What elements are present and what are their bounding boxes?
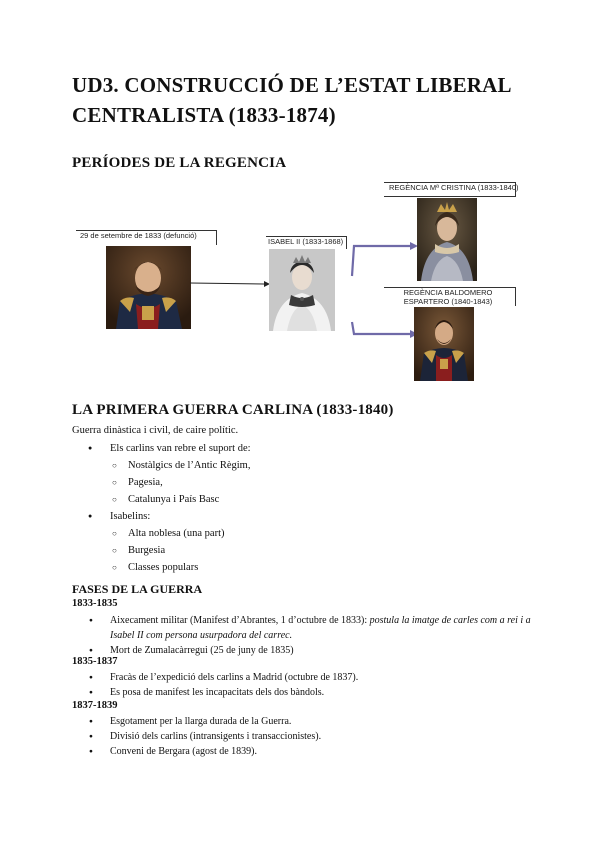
list-item <box>72 613 532 643</box>
espartero-label-text: REGÈNCIA BALDOMERO ESPARTERO (1840-1843) <box>403 288 493 306</box>
isabel-portrait <box>269 249 335 331</box>
phase-3-list <box>72 714 532 759</box>
list-item: ● Fracàs de l’expedició dels carlins a Madrid (octubre de 1837). <box>72 670 532 685</box>
carlins-sublist <box>72 457 532 508</box>
cristina-portrait <box>417 198 477 281</box>
document-title: UD3. CONSTRUCCIÓ DE L’ESTAT LIBERAL CENTRALISTA (1833-1874) <box>72 73 511 127</box>
isabelins-label: Isabelins: <box>110 511 151 522</box>
list-item: ○ Pagesia, <box>72 474 532 491</box>
list-item: ● Divisió dels carlins (intransigents i transaccionistes). <box>72 729 532 744</box>
list-item: ● Es posa de manifest les incapacitats dels dos bàndols. <box>72 685 532 700</box>
ferran-portrait <box>106 246 191 329</box>
list-item: ○ Classes populars <box>72 559 532 576</box>
list-item <box>72 508 532 576</box>
carlist-war-intro: Guerra dinàstica i civil, de caire polític. <box>72 425 239 436</box>
phase-1-years: 1833-1835 <box>72 598 118 609</box>
list-item: ○ Alta noblesa (una part) <box>72 525 532 542</box>
list-item: ● Mort de Zumalacàrregui (25 de juny de 1835) <box>72 643 532 658</box>
phase-2-years: 1835-1837 <box>72 656 118 667</box>
list-item: ● Esgotament per la llarga durada de la Guerra. <box>72 714 532 729</box>
supporters-list <box>72 440 532 576</box>
espartero-portrait <box>414 307 474 381</box>
isabel-label: ISABEL II (1833-1868) <box>268 237 344 246</box>
phase-2-list <box>72 670 532 700</box>
phases-heading: FASES DE LA GUERRA <box>72 582 203 596</box>
arrow-isabel-to-cristina <box>350 240 418 280</box>
carlist-war-heading: LA PRIMERA GUERRA CARLINA (1833-1840) <box>72 402 394 418</box>
regency-heading: PERÍODES DE LA REGENCIA <box>72 155 287 171</box>
carlins-label: Els carlins van rebre el suport de: <box>110 443 251 454</box>
list-item: ○ Burgesia <box>72 542 532 559</box>
arrow-isabel-to-espartero <box>350 318 418 342</box>
cristina-label-underline <box>384 196 515 197</box>
phase-3-years: 1837-1839 <box>72 700 118 711</box>
ferran-label: 29 de setembre de 1833 (defunció) <box>80 231 197 240</box>
list-item: ○ Nostàlgics de l’Antic Règim, <box>72 457 532 474</box>
espartero-label <box>388 288 508 306</box>
list-item: ○ Catalunya i País Basc <box>72 491 532 508</box>
arrow-ferran-to-isabel <box>190 278 270 290</box>
list-item <box>72 440 532 508</box>
phase-1-item-1-italic: postula la imatge de carles com a rei i a Isabel II com persona usurpadora del carrec. <box>110 615 531 641</box>
list-item: ● Conveni de Bergara (agost de 1839). <box>72 744 532 759</box>
isabelins-sublist <box>72 525 532 576</box>
phase-1-list <box>72 613 532 658</box>
phase-1-item-1-text: Aixecament militar (Manifest d’Abrantes, 1 d’octubre de 1833): <box>110 615 370 626</box>
cristina-label: REGÈNCIA Mª CRISTINA (1833-1840) <box>389 183 519 192</box>
